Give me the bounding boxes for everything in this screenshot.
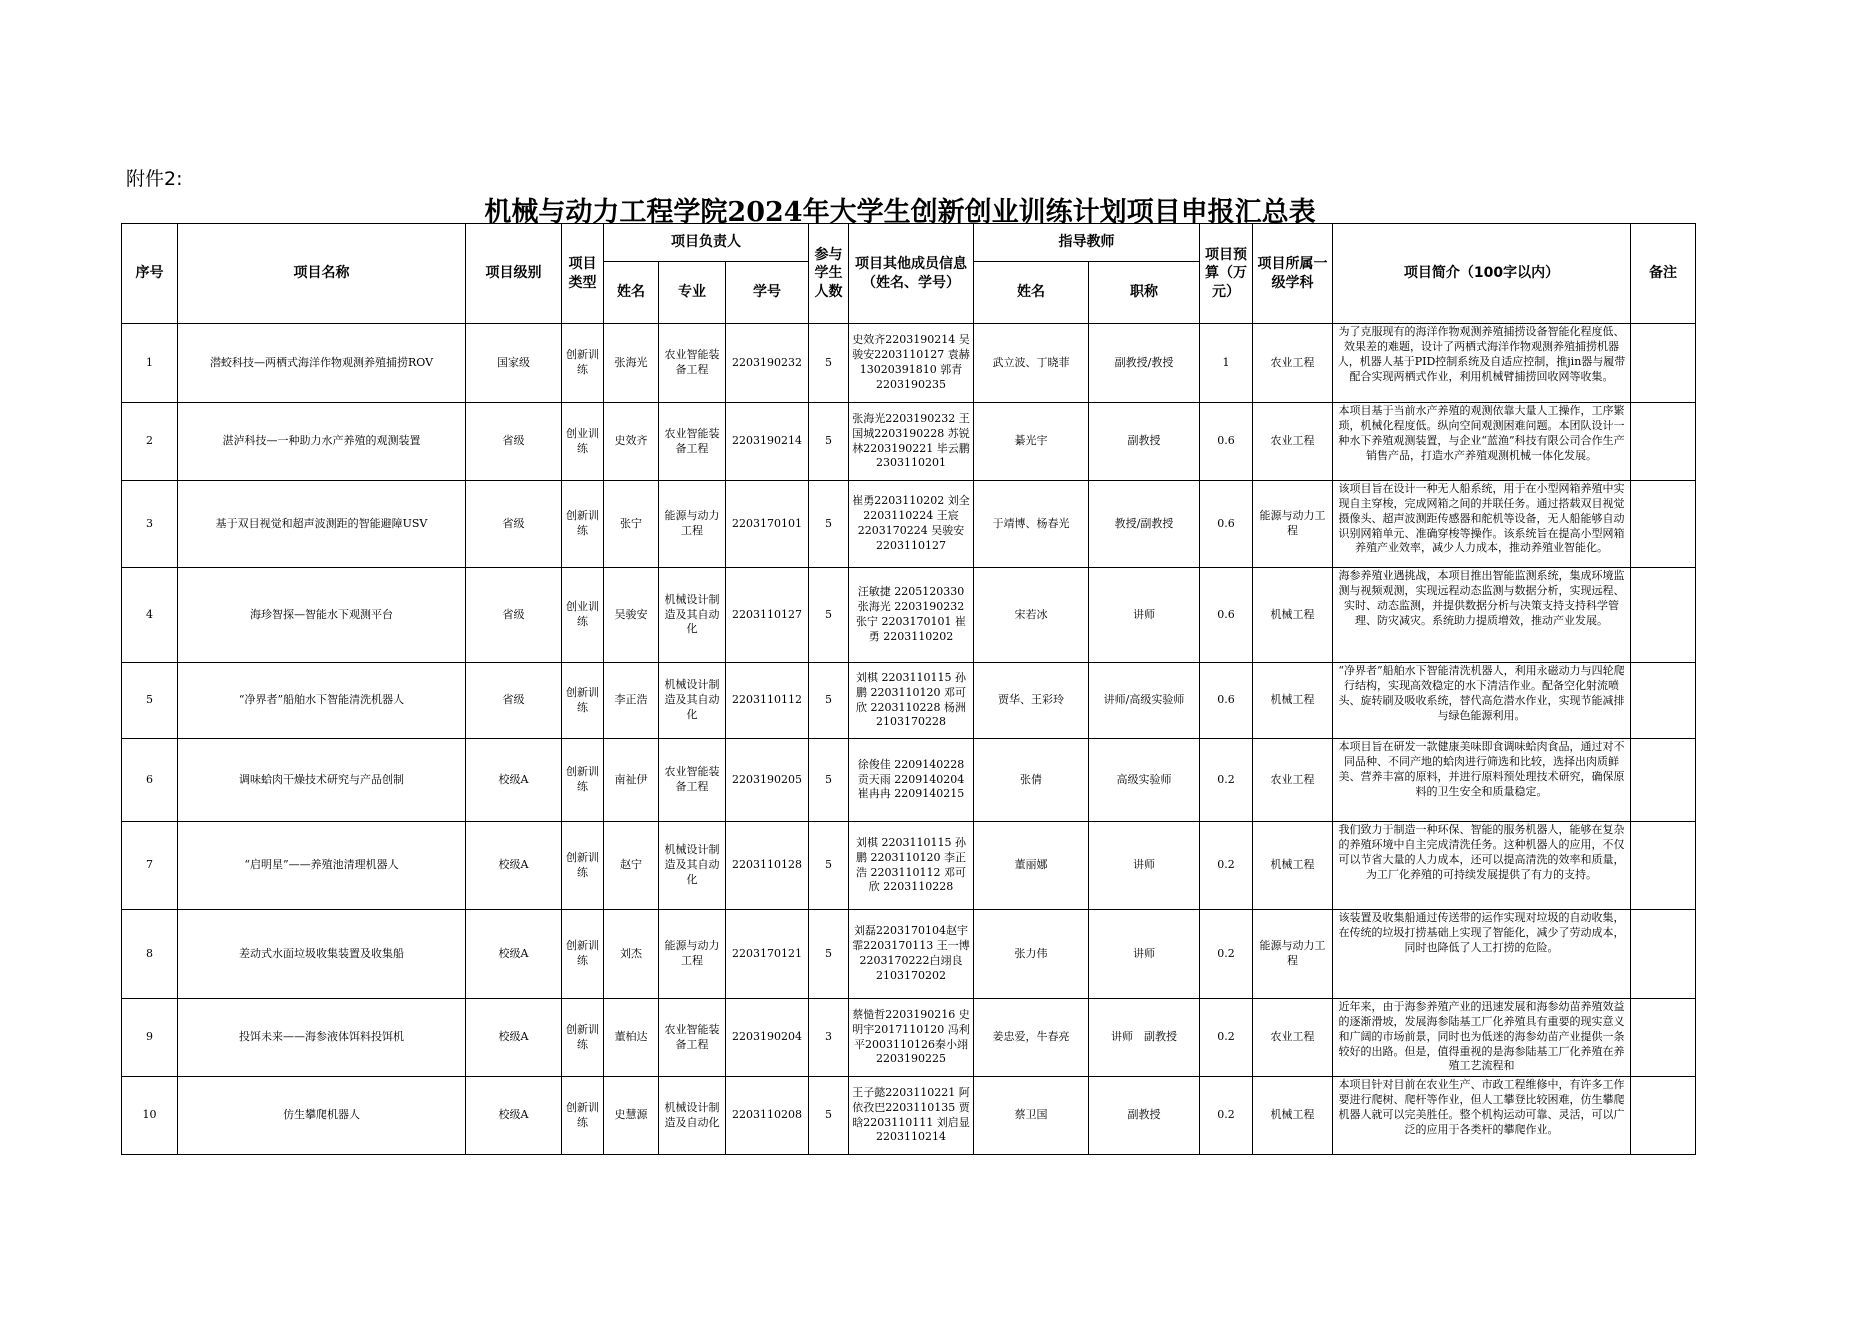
- cell-teacher: 张倩: [974, 739, 1089, 822]
- cell-major: 机械设计制造及其自动化: [659, 568, 726, 663]
- cell-members: 刘磊2203170104赵宇霏2203170113 王一博2203170222白翊良2103170202: [849, 910, 974, 999]
- cell-teacher: 张力伟: [974, 910, 1089, 999]
- cell-intro: [1333, 822, 1631, 910]
- cell-teacher: 宋若冰: [974, 568, 1089, 663]
- cell-teacher-title: 高级实验师: [1089, 739, 1200, 822]
- cell-budget: 0.6: [1200, 403, 1253, 481]
- cell-intro: [1333, 481, 1631, 568]
- cell-teacher-title: 副教授: [1089, 403, 1200, 481]
- cell-leader: 李正浩: [604, 663, 659, 739]
- cell-major: 机械设计制造及自动化: [659, 1077, 726, 1155]
- intro-text: 为了克服现有的海洋作物观测养殖捕捞设备智能化程度低、效果差的难题，设计了两栖式海洋作物观测养殖捕捞机器人，机器人基于PID控制系统及自适应控制，推jin器与履带配合实现两栖式作业，利用机械臂捕捞回收网等收集。: [1337, 325, 1626, 383]
- cell-student-id: 2203110112: [726, 663, 809, 739]
- cell-type: 创新训练: [562, 822, 604, 910]
- intro-text: 我们致力于制造一种环保、智能的服务机器人，能够在复杂的养殖环境中自主完成清洗任务。这种机器人的应用，不仅可以节省大量的人力成本，还可以提高清洗的效率和质量，为工厂化养殖的可持续发展提供了有力的支持。: [1338, 823, 1625, 881]
- cell-seq: 2: [122, 403, 178, 481]
- cell-budget: 0.6: [1200, 568, 1253, 663]
- cell-count: 5: [809, 910, 849, 999]
- header-members: 项目其他成员信息（姓名、学号）: [849, 224, 974, 324]
- cell-type: 创业训练: [562, 403, 604, 481]
- cell-level: 省级: [466, 663, 562, 739]
- header-level: 项目级别: [466, 224, 562, 324]
- header-teacher-name: 姓名: [974, 262, 1089, 324]
- cell-seq: 3: [122, 481, 178, 568]
- table-row: [122, 568, 1696, 663]
- cell-budget: 0.2: [1200, 910, 1253, 999]
- cell-leader: 张海光: [604, 324, 659, 403]
- cell-project-name: 海珍智探—智能水下观测平台: [178, 568, 466, 663]
- cell-count: 5: [809, 324, 849, 403]
- cell-major: 能源与动力工程: [659, 910, 726, 999]
- intro-text: “净界者”船舶水下智能清洗机器人，利用永磁动力与四轮爬行结构，实现高效稳定的水下清洁作业。配备空化射流喷头、旋转刷及吸收系统，替代高危潜水作业，实现节能减排与绿色能源利用。: [1338, 664, 1625, 722]
- cell-major: 农业智能装备工程: [659, 739, 726, 822]
- cell-project-name: “净界者”船舶水下智能清洗机器人: [178, 663, 466, 739]
- cell-teacher: 于靖博、杨春光: [974, 481, 1089, 568]
- cell-level: 校级A: [466, 1077, 562, 1155]
- header-intro: 项目简介（100字以内）: [1333, 224, 1631, 324]
- table-row: [122, 481, 1696, 568]
- cell-teacher: 綦光宇: [974, 403, 1089, 481]
- cell-teacher: 董丽娜: [974, 822, 1089, 910]
- cell-project-name: 基于双目视觉和超声波测距的智能避障USV: [178, 481, 466, 568]
- cell-budget: 0.6: [1200, 481, 1253, 568]
- cell-major: 农业智能装备工程: [659, 324, 726, 403]
- cell-level: 校级A: [466, 739, 562, 822]
- cell-teacher-title: 副教授: [1089, 1077, 1200, 1155]
- table-row: [122, 1077, 1696, 1155]
- cell-leader: 史慧源: [604, 1077, 659, 1155]
- cell-count: 5: [809, 568, 849, 663]
- header-project-name: 项目名称: [178, 224, 466, 324]
- cell-level: 校级A: [466, 910, 562, 999]
- cell-student-id: 2203190214: [726, 403, 809, 481]
- cell-seq: 9: [122, 999, 178, 1077]
- cell-intro: [1333, 403, 1631, 481]
- cell-intro: [1333, 999, 1631, 1077]
- cell-seq: 10: [122, 1077, 178, 1155]
- cell-seq: 4: [122, 568, 178, 663]
- cell-student-id: 2203190205: [726, 739, 809, 822]
- cell-type: 创新训练: [562, 663, 604, 739]
- cell-level: 国家级: [466, 324, 562, 403]
- cell-budget: 0.2: [1200, 1077, 1253, 1155]
- header-teacher-title: 职称: [1089, 262, 1200, 324]
- cell-remark: [1631, 910, 1696, 999]
- cell-leader: 史效齐: [604, 403, 659, 481]
- header-discipline: 项目所属一级学科: [1253, 224, 1333, 324]
- cell-count: 3: [809, 999, 849, 1077]
- header-budget: 项目预算（万元）: [1200, 224, 1253, 324]
- cell-discipline: 机械工程: [1253, 568, 1333, 663]
- cell-members: 蔡慥哲2203190216 史明宇2017110120 冯利平2003110126秦小翊2203190225: [849, 999, 974, 1077]
- cell-seq: 7: [122, 822, 178, 910]
- cell-project-name: 投饵未来——海参液体饵料投饵机: [178, 999, 466, 1077]
- cell-budget: 0.6: [1200, 663, 1253, 739]
- cell-budget: 0.2: [1200, 999, 1253, 1077]
- cell-student-id: 2203190204: [726, 999, 809, 1077]
- intro-text: 本项目旨在研发一款健康美味即食调味蛤肉食品，通过对不同品种、不同产地的蛤肉进行筛选和比较，选择出肉质鲜美、营养丰富的原料，并进行原料预处理技术研究，确保原料的卫生安全和质量稳定。: [1338, 740, 1625, 798]
- cell-discipline: 农业工程: [1253, 739, 1333, 822]
- intro-text: 该项目旨在设计一种无人船系统，用于在小型网箱养殖中实现自主穿梭，完成网箱之间的并联任务。通过搭载双目视觉摄像头、超声波测距传感器和舵机等设备，无人船能够自动识别网箱单元、准确穿梭等操作。该系统旨在提高小型网箱养殖产业效率，减少人力成本，推动养殖业智能化。: [1338, 482, 1625, 555]
- cell-teacher-title: 讲师: [1089, 822, 1200, 910]
- cell-teacher: 贾华、王彩玲: [974, 663, 1089, 739]
- cell-leader: 吴骏安: [604, 568, 659, 663]
- cell-members: 徐俊佳 2209140228 贡天雨 2209140204 崔冉冉 2209140215: [849, 739, 974, 822]
- cell-seq: 6: [122, 739, 178, 822]
- cell-student-id: 2203110208: [726, 1077, 809, 1155]
- cell-members: 王子懿2203110221 阿依孜巴2203110135 贾晗2203110111 刘启显2203110214: [849, 1077, 974, 1155]
- cell-major: 机械设计制造及其自动化: [659, 822, 726, 910]
- cell-teacher: 蔡卫国: [974, 1077, 1089, 1155]
- table-row: [122, 910, 1696, 999]
- intro-text: 海参养殖业遇挑战，本项目推出智能监测系统，集成环境监测与视频观测，实现远程动态监测与数据分析，实现远程、实时、动态监测，并提供数据分析与决策支持支持科学管理、防灾减灾。系统助力提质增效，推动产业发展。: [1338, 569, 1625, 627]
- cell-teacher-title: 讲师/高级实验师: [1089, 663, 1200, 739]
- cell-project-name: “启明星”——养殖池清理机器人: [178, 822, 466, 910]
- cell-major: 农业智能装备工程: [659, 999, 726, 1077]
- cell-teacher-title: 教授/副教授: [1089, 481, 1200, 568]
- cell-count: 5: [809, 822, 849, 910]
- cell-intro: [1333, 568, 1631, 663]
- header-leader-name: 姓名: [604, 262, 659, 324]
- cell-major: 机械设计制造及其自动化: [659, 663, 726, 739]
- cell-teacher-title: 讲师: [1089, 568, 1200, 663]
- cell-project-name: 调味蛤肉干燥技术研究与产品创制: [178, 739, 466, 822]
- header-leader-id: 学号: [726, 262, 809, 324]
- intro-text: 该装置及收集船通过传送带的运作实现对垃圾的自动收集，在传统的垃圾打捞基础上实现了智能化，减少了劳动成本，同时也降低了人工打捞的危险。: [1338, 911, 1625, 954]
- cell-remark: [1631, 568, 1696, 663]
- cell-budget: 0.2: [1200, 822, 1253, 910]
- page-title: 机械与动力工程学院2024年大学生创新创业训练计划项目申报汇总表: [484, 197, 1316, 228]
- cell-remark: [1631, 481, 1696, 568]
- cell-remark: [1631, 739, 1696, 822]
- cell-student-id: 2203110127: [726, 568, 809, 663]
- cell-count: 5: [809, 739, 849, 822]
- cell-members: 史效齐2203190214 吴骏安2203110127 袁赫13020391810 郭青2203190235: [849, 324, 974, 403]
- table-row: [122, 999, 1696, 1077]
- table-row: [122, 324, 1696, 403]
- cell-intro: [1333, 910, 1631, 999]
- cell-student-id: 2203190232: [726, 324, 809, 403]
- cell-members: 张海光2203190232 王国城2203190228 苏锐林2203190221 毕云鹏2303110201: [849, 403, 974, 481]
- cell-intro: [1333, 324, 1631, 403]
- table-row: [122, 822, 1696, 910]
- cell-members: 刘棋 2203110115 孙鹏 2203110120 邓可欣 2203110228 杨洲 2103170228: [849, 663, 974, 739]
- cell-budget: 1: [1200, 324, 1253, 403]
- cell-discipline: 能源与动力工程: [1253, 910, 1333, 999]
- cell-count: 5: [809, 663, 849, 739]
- header-leader-group: 项目负责人: [604, 224, 809, 262]
- intro-text: 近年来，由于海参养殖产业的迅速发展和海参幼苗养殖效益的逐渐滑坡，发展海参陆基工厂化养殖具有重要的现实意义和广阔的市场前景，同时也为低迷的海参幼苗产业提供一条较好的出路。但是，值得重视的是海参陆基工厂化养殖在养殖工艺流程和: [1338, 1000, 1625, 1073]
- cell-discipline: 能源与动力工程: [1253, 481, 1333, 568]
- intro-text: 本项目针对目前在农业生产、市政工程维修中，有许多工作要进行爬树、爬杆等作业，但人工攀登比较困难，仿生攀爬机器人就可以完美胜任。整个机构运动可靠、灵活，可以广泛的应用于各类杆的攀爬作业。: [1338, 1078, 1625, 1136]
- cell-discipline: 农业工程: [1253, 403, 1333, 481]
- cell-type: 创新训练: [562, 481, 604, 568]
- cell-major: 能源与动力工程: [659, 481, 726, 568]
- cell-remark: [1631, 999, 1696, 1077]
- cell-major: 农业智能装备工程: [659, 403, 726, 481]
- table-row: [122, 739, 1696, 822]
- cell-discipline: 机械工程: [1253, 1077, 1333, 1155]
- cell-leader: 张宁: [604, 481, 659, 568]
- cell-teacher: 姜忠爱，牛春亮: [974, 999, 1089, 1077]
- cell-student-id: 2203170101: [726, 481, 809, 568]
- cell-leader: 刘杰: [604, 910, 659, 999]
- cell-type: 创新训练: [562, 999, 604, 1077]
- cell-leader: 赵宁: [604, 822, 659, 910]
- cell-intro: [1333, 663, 1631, 739]
- attachment-label: 附件2:: [126, 168, 183, 190]
- table-row: [122, 403, 1696, 481]
- cell-type: 创业训练: [562, 568, 604, 663]
- cell-intro: [1333, 739, 1631, 822]
- cell-teacher-title: 副教授/教授: [1089, 324, 1200, 403]
- table-row: [122, 663, 1696, 739]
- cell-seq: 1: [122, 324, 178, 403]
- cell-count: 5: [809, 403, 849, 481]
- header-remark: 备注: [1631, 224, 1696, 324]
- cell-members: 刘棋 2203110115 孙鹏 2203110120 李正浩 2203110112 邓可欣 2203110228: [849, 822, 974, 910]
- summary-table: [121, 223, 1696, 1155]
- cell-seq: 8: [122, 910, 178, 999]
- cell-level: 省级: [466, 481, 562, 568]
- header-type: 项目类型: [562, 224, 604, 324]
- cell-project-name: 潜蛟科技—两栖式海洋作物观测养殖捕捞ROV: [178, 324, 466, 403]
- cell-discipline: 机械工程: [1253, 663, 1333, 739]
- cell-remark: [1631, 822, 1696, 910]
- cell-student-id: 2203110128: [726, 822, 809, 910]
- cell-type: 创新训练: [562, 324, 604, 403]
- header-seq: 序号: [122, 224, 178, 324]
- cell-leader: 南祉伊: [604, 739, 659, 822]
- cell-members: 崔勇2203110202 刘全2203110224 王宸2203170224 吴骏安2203110127: [849, 481, 974, 568]
- cell-count: 5: [809, 1077, 849, 1155]
- cell-remark: [1631, 324, 1696, 403]
- cell-project-name: 仿生攀爬机器人: [178, 1077, 466, 1155]
- cell-leader: 董柏达: [604, 999, 659, 1077]
- cell-discipline: 农业工程: [1253, 999, 1333, 1077]
- cell-level: 校级A: [466, 822, 562, 910]
- cell-type: 创新训练: [562, 739, 604, 822]
- cell-type: 创新训练: [562, 910, 604, 999]
- cell-remark: [1631, 403, 1696, 481]
- cell-student-id: 2203170121: [726, 910, 809, 999]
- cell-teacher-title: 讲师 副教授: [1089, 999, 1200, 1077]
- cell-teacher: 武立波、丁晓菲: [974, 324, 1089, 403]
- cell-type: 创新训练: [562, 1077, 604, 1155]
- cell-level: 省级: [466, 403, 562, 481]
- cell-project-name: 差动式水面垃圾收集装置及收集船: [178, 910, 466, 999]
- cell-remark: [1631, 1077, 1696, 1155]
- cell-budget: 0.2: [1200, 739, 1253, 822]
- cell-seq: 5: [122, 663, 178, 739]
- cell-level: 校级A: [466, 999, 562, 1077]
- intro-text: 本项目基于当前水产养殖的观测依靠大量人工操作，工序繁琐，机械化程度低。纵向空间观测困难问题。本团队设计一种水下养殖观测装置，与企业“蓝渔”科技有限公司合作生产销售产品，打造水产养殖观测机械一体化发展。: [1338, 404, 1625, 462]
- header-leader-major: 专业: [659, 262, 726, 324]
- cell-count: 5: [809, 481, 849, 568]
- cell-level: 省级: [466, 568, 562, 663]
- cell-remark: [1631, 663, 1696, 739]
- cell-members: 汪敏捷 2205120330 张海光 2203190232 张宁 2203170101 崔勇 2203110202: [849, 568, 974, 663]
- cell-teacher-title: 讲师: [1089, 910, 1200, 999]
- cell-discipline: 农业工程: [1253, 324, 1333, 403]
- header-student-count: 参与学生人数: [809, 224, 849, 324]
- cell-intro: [1333, 1077, 1631, 1155]
- cell-discipline: 机械工程: [1253, 822, 1333, 910]
- cell-project-name: 湛泸科技—一种助力水产养殖的观测装置: [178, 403, 466, 481]
- header-teacher-group: 指导教师: [974, 224, 1200, 262]
